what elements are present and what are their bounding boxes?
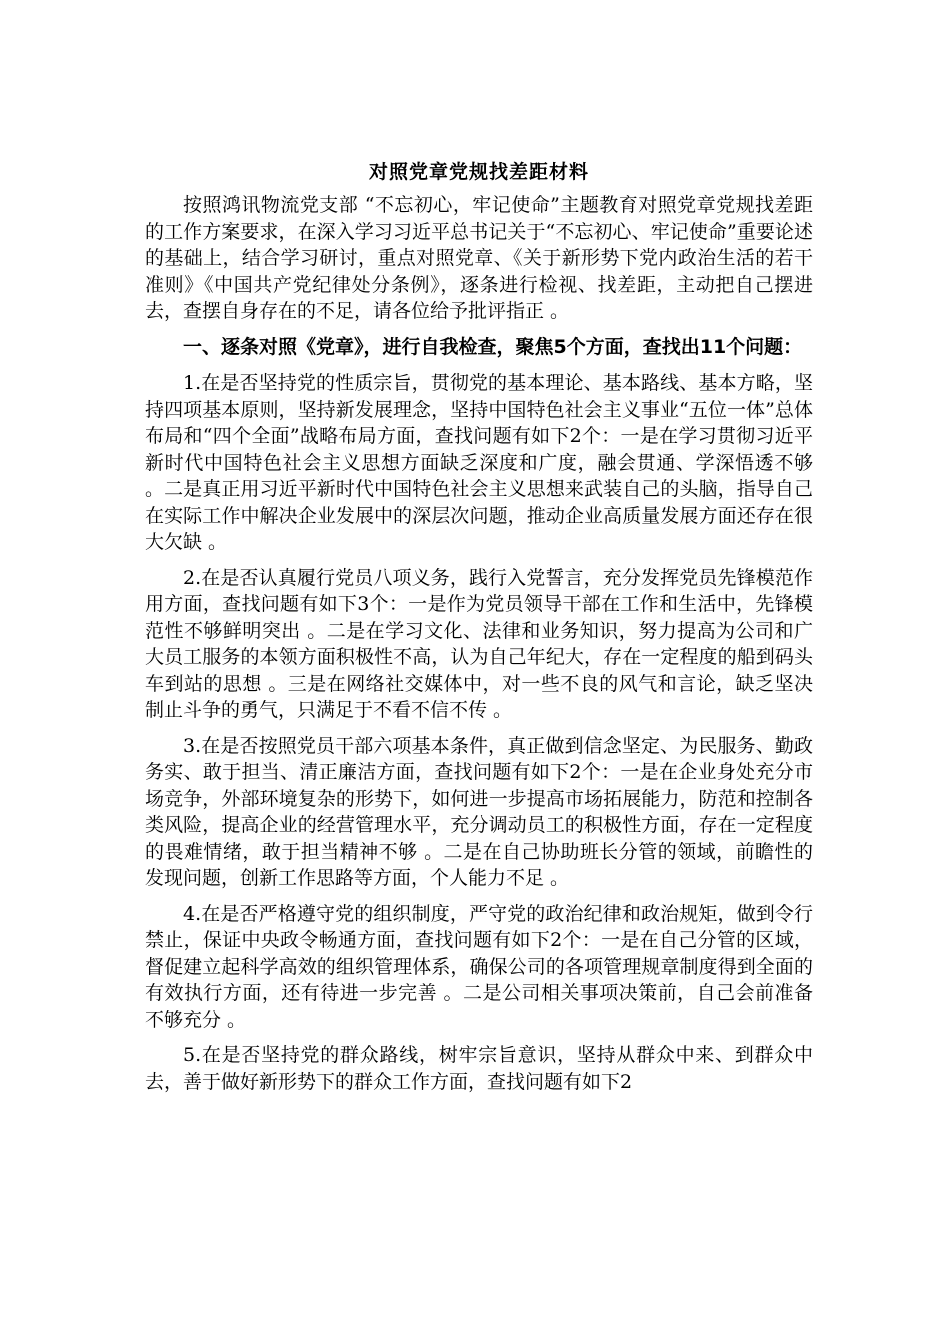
intro-paragraph: 按照鸿讯物流党支部 “不忘初心，牢记使命”主题教育对照党章党规找差距的工作方案要求，在深入学习习近平总书记关于“不忘初心、牢记使命”重要论述的基础上，结合学习研讨，重点对照党章、《关于新形势下党内政治生活的若干准则》《中国共产党纪律处分条例》，逐条进行检视、找差距，主动把自己摆进去，查摆自身存在的不足，请各位给予批评指正 。 bbox=[145, 194, 813, 322]
list-item: 3.在是否按照党员干部六项基本条件，真正做到信念坚定、为民服务、勤政务实、敢于担当、清正廉洁方面，查找问题有如下2个：一是在企业身处充分市场竞争，外部环境复杂的形势下，如何进一步提高市场拓展能力，防范和控制各类风险，提高企业的经营管理水平，充分调动员工的积极性方面，存在一定程度的畏难情绪，敢于担当精神不够 。二是在自己协助班长分管的领域，前瞻性的发现问题，创新工作思路等方面，个人能力不足 。 bbox=[145, 734, 813, 889]
list-item: 2.在是否认真履行党员八项义务，践行入党誓言，充分发挥党员先锋模范作用方面，查找问题有如下3个：一是作为党员领导干部在工作和生活中，先锋模范性不够鲜明突出 。二是在学习文化、法律和业务知识，努力提高为公司和广大员工服务的本领方面积极性不高，认为自己年纪大，存在一定程度的船到码头车到站的思想 。三是在网络社交媒体中，对一些不良的风气和言论，缺乏坚决制止斗争的勇气，只满足于不看不信不传 。 bbox=[145, 566, 813, 721]
section-heading: 一、逐条对照《党章》，进行自我检查，聚焦5个方面，查找出11个问题： bbox=[183, 335, 803, 358]
document-page bbox=[145, 158, 813, 1104]
document-title: 对照党章党规找差距材料 bbox=[368, 161, 589, 183]
list-item: 4.在是否严格遵守党的组织制度，严守党的政治纪律和政治规矩，做到令行禁止，保证中央政令畅通方面，查找问题有如下2个：一是在自己分管的区域，督促建立起科学高效的组织管理体系，确保公司的各项管理规章制度得到全面的有效执行方面，还有待进一步完善 。二是公司相关事项决策前，自己会前准备不够充分 。 bbox=[145, 902, 813, 1031]
list-item: 1.在是否坚持党的性质宗旨，贯彻党的基本理论、基本路线、基本方略，坚持四项基本原则，坚持新发展理念，坚持中国特色社会主义事业“五位一体”总体布局和“四个全面”战略布局方面，查找问题有如下2个：一是在学习贯彻习近平新时代中国特色社会主义思想方面缺乏深度和广度，融会贯通、学深悟透不够 。二是真正用习近平新时代中国特色社会主义思想来武装自己的头脑，指导自己在实际工作中解决企业发展中的深层次问题，推动企业高质量发展方面还存在很大欠缺 。 bbox=[145, 372, 813, 553]
list-item: 5.在是否坚持党的群众路线，树牢宗旨意识，坚持从群众中来、到群众中去，善于做好新形势下的群众工作方面，查找问题有如下2 bbox=[145, 1044, 813, 1093]
